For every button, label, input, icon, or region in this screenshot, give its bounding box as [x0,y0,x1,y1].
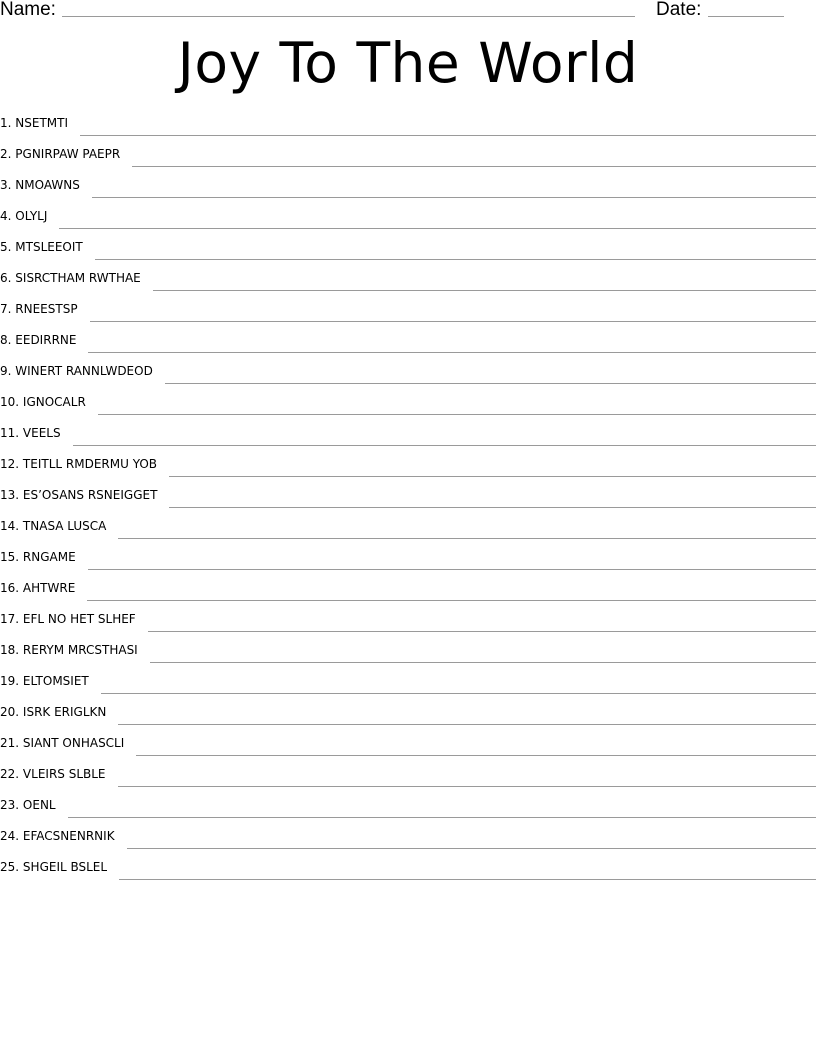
item-word: ES’OSANS RSNEIGGET [22,488,158,502]
scrambled-word [0,271,153,293]
answer-line[interactable] [127,848,816,849]
list-item [0,634,816,665]
list-item [0,479,816,510]
answer-line[interactable] [59,228,816,229]
scrambled-word [0,209,59,231]
item-number: 12. [0,457,20,471]
list-item [0,200,816,231]
item-number: 14. [0,519,20,533]
scrambled-word [0,860,119,882]
item-number: 23. [0,798,20,812]
list-item [0,448,816,479]
scrambled-word [0,240,95,262]
item-number: 13. [0,488,20,502]
list-item [0,789,816,820]
list-item [0,262,816,293]
scrambled-word [0,116,80,138]
item-number: 4. [0,209,12,223]
item-number: 10. [0,395,20,409]
item-word: ELTOMSIET [22,674,89,688]
answer-line[interactable] [95,259,816,260]
item-number: 21. [0,736,20,750]
item-number: 20. [0,705,20,719]
item-word: ISRK ERIGLKN [22,705,107,719]
answer-line[interactable] [73,445,816,446]
list-item [0,572,816,603]
item-word: SHGEIL BSLEL [22,860,108,874]
answer-line[interactable] [169,507,816,508]
scrambled-word [0,302,90,324]
item-word: NMOAWNS [15,178,80,192]
item-word: VLEIRS SLBLE [22,767,106,781]
word-scramble-list [0,107,816,882]
scrambled-word [0,612,148,634]
scrambled-word [0,488,169,510]
item-number: 7. [0,302,12,316]
answer-line[interactable] [92,197,816,198]
answer-line[interactable] [118,538,816,539]
list-item [0,758,816,789]
answer-line[interactable] [118,786,816,787]
item-number: 19. [0,674,20,688]
list-item [0,665,816,696]
answer-line[interactable] [80,135,816,136]
scrambled-word [0,581,87,603]
answer-line[interactable] [90,321,816,322]
scrambled-word [0,364,165,386]
item-word: WINERT RANNLWDEOD [15,364,153,378]
list-item [0,107,816,138]
item-number: 25. [0,860,20,874]
list-item [0,541,816,572]
list-item [0,820,816,851]
answer-line[interactable] [150,662,816,663]
item-number: 9. [0,364,12,378]
scrambled-word [0,333,88,355]
scrambled-word [0,674,101,696]
item-word: EFACSNENRNIK [22,829,115,843]
list-item [0,355,816,386]
item-number: 8. [0,333,12,347]
list-item [0,169,816,200]
item-word: IGNOCALR [22,395,86,409]
item-word: NSETMTI [15,116,69,130]
list-item [0,510,816,541]
item-word: SIANT ONHASCLI [22,736,125,750]
item-word: TEITLL RMDERMU YOB [22,457,158,471]
scrambled-word [0,550,88,572]
item-number: 1. [0,116,12,130]
scrambled-word [0,829,127,851]
answer-line[interactable] [169,476,816,477]
list-item [0,231,816,262]
item-number: 22. [0,767,20,781]
list-item [0,696,816,727]
answer-line[interactable] [165,383,816,384]
scrambled-word [0,426,73,448]
scrambled-word [0,705,118,727]
item-word: OLYLJ [15,209,48,223]
item-number: 15. [0,550,20,564]
item-number: 2. [0,147,12,161]
item-word: RNGAME [22,550,76,564]
item-number: 3. [0,178,12,192]
scrambled-word [0,147,132,169]
scrambled-word [0,643,150,665]
item-number: 24. [0,829,20,843]
item-word: TNASA LUSCA [22,519,107,533]
header-row [0,0,816,24]
item-word: RNEESTSP [15,302,78,316]
scrambled-word [0,767,118,789]
item-word: OENL [22,798,56,812]
scrambled-word [0,519,118,541]
answer-line[interactable] [87,600,816,601]
item-word: VEELS [22,426,61,440]
item-word: PGNIRPAW PAEPR [15,147,121,161]
answer-line[interactable] [88,569,816,570]
answer-line[interactable] [119,879,816,880]
list-item [0,727,816,758]
scrambled-word [0,178,92,200]
scrambled-word [0,395,98,417]
answer-line[interactable] [68,817,816,818]
worksheet-title: Joy To The World [177,31,639,95]
item-number: 18. [0,643,20,657]
item-word: EEDIRRNE [15,333,77,347]
answer-line[interactable] [153,290,816,291]
item-word: AHTWRE [22,581,76,595]
answer-line[interactable] [101,693,816,694]
item-word: MTSLEEOIT [15,240,83,254]
item-number: 5. [0,240,12,254]
list-item [0,293,816,324]
scrambled-word [0,457,169,479]
item-word: RERYM MRCSTHASI [22,643,138,657]
item-number: 17. [0,612,20,626]
answer-line[interactable] [88,352,816,353]
scrambled-word [0,736,136,758]
date-field-line[interactable] [708,16,784,17]
list-item [0,851,816,882]
item-number: 6. [0,271,12,285]
list-item [0,603,816,634]
answer-line[interactable] [98,414,816,415]
scrambled-word [0,798,68,820]
item-number: 11. [0,426,20,440]
answer-line[interactable] [148,631,816,632]
answer-line[interactable] [118,724,816,725]
list-item [0,138,816,169]
item-word: EFL NO HET SLHEF [22,612,136,626]
name-label: Name: [0,0,56,20]
item-number: 16. [0,581,20,595]
date-label: Date: [656,0,702,20]
item-word: SISRCTHAM RWTHAE [15,271,141,285]
list-item [0,417,816,448]
answer-line[interactable] [136,755,816,756]
answer-line[interactable] [132,166,816,167]
list-item [0,386,816,417]
list-item [0,324,816,355]
name-field-line[interactable] [62,16,635,17]
